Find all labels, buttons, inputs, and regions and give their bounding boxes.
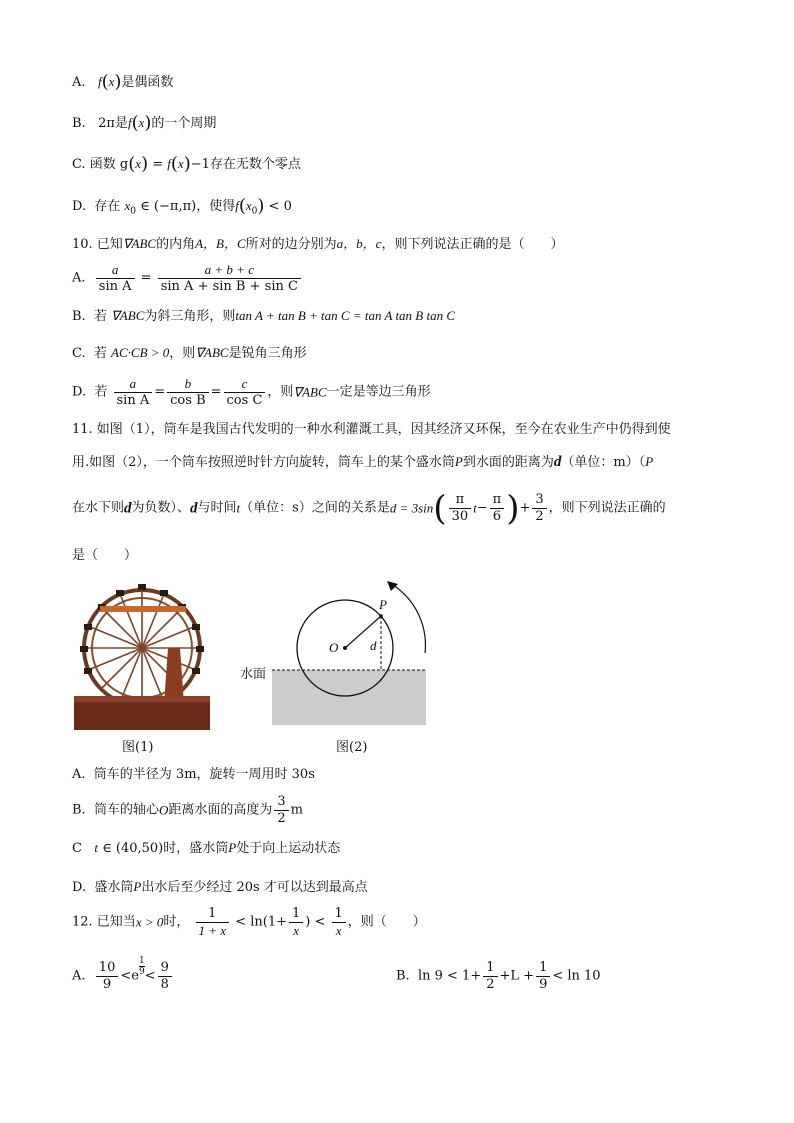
label-p: P (379, 597, 387, 612)
q11-option-d: D. 盛水筒P出水后至少经过 20s 才可以达到最高点 (72, 879, 368, 895)
fraction: $\frac{\pi}{30}$ (449, 492, 472, 525)
q11-option-c: C t ∈ (40,50)时，盛水筒P处于向上运动状态 (72, 840, 341, 856)
fraction: $\frac{1}{x}$ (289, 906, 303, 939)
water-surface-label: 水面 (240, 667, 267, 682)
q10-option-b: B. 若 ∇ABC为斜三角形，则tan A + tan B + tan C = tan A tan B tan C (72, 308, 456, 324)
label-d: d (370, 638, 377, 653)
q9-option-d: D. 存在 $x_0$ ∈ (−π,π)，使得$f(x_0) < 0$ (72, 195, 292, 217)
point-p (379, 614, 383, 618)
fraction: $\frac{10}{9}$ (96, 960, 119, 993)
fraction: $\frac{1}{2}$ (483, 960, 497, 993)
q11-stem-line2: 用.如图（2），一个筒车按照逆时针方向旋转，筒车上的某个盛水筒P到水面的距离为d（单位：m）（P (72, 454, 654, 470)
q10-option-d: D. 若 $\frac{a}{\text{sin A}}$ = $\frac{b}{\text{cos B}}$ = $\frac{c}{\text{cos C}}$ ，则∇ABC一定是等边三角形 (72, 376, 431, 408)
waterwheel-photo (72, 578, 212, 730)
q9-option-c: C. 函数 g(x) = f(x)−1存在无数个零点 (72, 153, 301, 175)
fraction: $\frac{c}{\text{cos C}}$ (224, 376, 266, 409)
figure2-caption: 图(2) (336, 740, 368, 755)
fraction: $\frac{a + b + c}{\text{sin A + sin B + sin C}}$ (158, 262, 301, 295)
q9-option-b: B. 2π是f(x)的一个周期 (72, 112, 217, 134)
fraction: $\frac{3}{2}$ (274, 794, 288, 827)
q12-stem: 12. 已知当x > 0时， $\frac{1}{1 + x}$ < ln(1+ $\frac{1}{x}$ ) < $\frac{1}{x}$ ，则（ ） (72, 906, 426, 938)
q9-option-a: A. f(x)是偶函数 (72, 71, 174, 93)
fraction: $\frac{3}{2}$ (532, 492, 546, 525)
rotation-arrow (393, 585, 425, 653)
q12-option-a: A. $\frac{10}{9}$ <e $\frac{1}{9}$ < $\frac{9}{8}$ (72, 960, 174, 993)
q10-option-c: C. 若 AC·CB > 0，则∇ABC是锐角三角形 (72, 345, 307, 361)
q11-stem-line1: 11. 如图（1），筒车是我国古代发明的一种水利灌溉工具，因其经济又环保，至今在农业生产中仍得到使 (72, 422, 671, 437)
fraction: $\frac{1}{x}$ (332, 906, 346, 939)
q11-option-b: B. 筒车的轴心O距离水面的高度为 $\frac{3}{2}$ m (72, 794, 303, 826)
figure1-caption: 图(1) (122, 740, 154, 755)
fraction: $\frac{b}{\text{cos B}}$ (167, 376, 208, 409)
water-region (272, 670, 426, 725)
fraction: $\frac{1}{1 + x}$ (196, 906, 230, 939)
arrow-head (387, 581, 398, 591)
fraction: $\frac{\pi}{6}$ (490, 492, 505, 525)
q11-stem-line3: 在水下则d为负数）、d与时间t（单位：s）之间的关系是d = 3sin( $\frac{\pi}{30}$ t− $\frac{\pi}{6}$ )+ $\frac{3}{2}$ ，则下列说法正确的 (72, 488, 666, 529)
q10-option-a: A. $\frac{a}{\text{sin A}}$ = $\frac{a + b + c}{\text{sin A + sin B + sin C}}$ (72, 262, 303, 295)
q11-option-a: A. 筒车的半径为 3m，旋转一周用时 30s (72, 767, 315, 782)
q11-stem-line4: 是（ ） (72, 548, 138, 563)
q10-stem: 10. 已知∇ABC的内角A，B，C所对的边分别为a，b，c，则下列说法正确的是（ ） (72, 236, 564, 252)
fraction: $\frac{1}{9}$ (536, 960, 550, 993)
fraction: $\frac{a}{\text{sin A}}$ (96, 262, 135, 295)
fraction: $\frac{9}{8}$ (158, 960, 172, 993)
label-o: O (329, 640, 339, 655)
q12-option-b: B. ln 9 < 1+ $\frac{1}{2}$ +L + $\frac{1}{9}$ < ln 10 (396, 960, 601, 992)
fraction: $\frac{a}{\text{sin A}}$ (114, 376, 153, 409)
